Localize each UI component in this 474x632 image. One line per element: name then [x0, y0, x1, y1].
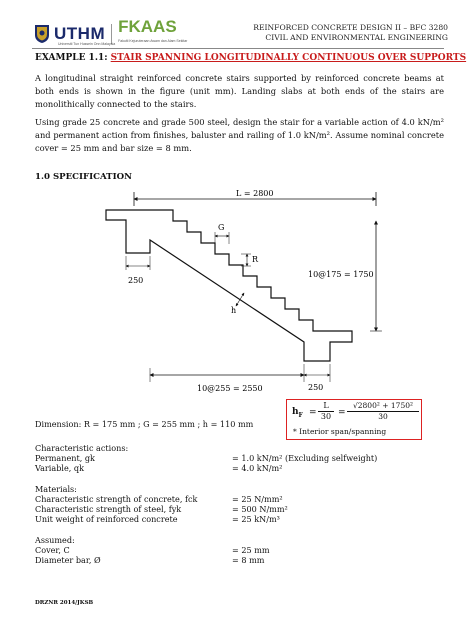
right-support-label: 250 — [308, 383, 324, 392]
problem-paragraph-1: A longitudinal straight reinforced concrete stairs supported by reinforced concrete beams at both ends is shown in the figure (unit mm). Landing slabs at both ends of the stairs are monolithically connected to the stairs. — [35, 73, 444, 109]
assumed-heading: Assumed: — [35, 535, 75, 545]
waist-label: h — [231, 306, 237, 315]
formula-equals-1: = — [309, 408, 317, 418]
uthm-logo-text: UTHM — [54, 24, 106, 43]
variable-value: = 4.0 kN/m² — [232, 463, 283, 473]
left-support-label: 250 — [128, 276, 144, 285]
example-number: EXAMPLE 1.1: — [35, 53, 111, 63]
steel-strength-label: Characteristic strength of steel, fyk — [35, 504, 182, 514]
problem-paragraph-2: Using grade 25 concrete and grade 500 steel, design the stair for a variable action of 4.0 kN/m² and permanent action from finishes, baluster and railing of 1.0 kN/m². Assume nominal concrete cover = 25 mm and bar size = 8 mm. — [35, 117, 444, 153]
fkaas-tagline: Fakulti Kejuruteraan Awam dan Alam Sekitar — [118, 39, 188, 43]
going-label: G — [218, 223, 225, 232]
course-title: REINFORCED CONCRETE DESIGN II – BFC 3280 — [253, 23, 448, 32]
formula-equals-2: = — [338, 408, 346, 418]
fraction-2-numerator: √2800² + 1750² — [352, 401, 414, 410]
going-total-label: 10@255 = 2550 — [197, 384, 263, 393]
concrete-strength-value: = 25 N/mm² — [232, 494, 283, 504]
waist-dimension — [236, 293, 244, 306]
fraction-1-denominator: 30 — [318, 411, 334, 422]
section-heading: 1.0 SPECIFICATION — [35, 172, 132, 182]
fraction-1-numerator: L — [323, 401, 329, 410]
department-title: CIVIL AND ENVIRONMENTAL ENGINEERING — [265, 33, 448, 42]
fraction-2-denominator: 30 — [347, 411, 419, 422]
formula-fraction-1 — [318, 401, 334, 422]
formula-note: * Interior span/spanning — [293, 427, 387, 436]
cover-label: Cover, C — [35, 545, 70, 555]
char-actions-heading: Characteristic actions: — [35, 443, 129, 453]
concrete-strength-label: Characteristic strength of concrete, fck — [35, 494, 198, 504]
unit-weight-label: Unit weight of reinforced concrete — [35, 514, 178, 524]
dimension-statement: Dimension: R = 175 mm ; G = 255 mm ; h = 110 mm — [35, 419, 254, 429]
formula-symbol: h — [292, 407, 299, 417]
uthm-tagline: Universiti Tun Hussein Onn Malaysia — [58, 42, 116, 46]
formula-box — [286, 399, 422, 440]
unit-weight-value: = 25 kN/m³ — [232, 514, 280, 524]
formula-subscript: F — [298, 411, 303, 419]
fkaas-logo-text: FKAAS — [118, 17, 177, 36]
permanent-value: = 1.0 kN/m² (Excluding selfweight) — [232, 453, 378, 463]
formula-fraction-2 — [347, 401, 419, 422]
bar-diameter-label: Diameter bar, Ø — [35, 555, 101, 565]
cover-value: = 25 mm — [232, 545, 270, 555]
variable-label: Variable, qk — [35, 463, 85, 473]
example-name: STAIR SPANNING LONGITUDINALLY CONTINUOUS OVER SUPPORTS — [110, 53, 467, 63]
span-label: L = 2800 — [236, 189, 274, 198]
formula-lhs — [292, 407, 303, 419]
steel-strength-value: = 500 N/mm² — [232, 504, 288, 514]
riser-label: R — [252, 255, 259, 264]
footer-reference: DRZNR 2014/JKSB — [35, 600, 94, 606]
bar-diameter-value: = 8 mm — [232, 555, 265, 565]
permanent-label: Permanent, gk — [35, 453, 95, 463]
materials-heading: Materials: — [35, 484, 77, 494]
rise-label: 10@175 = 1750 — [308, 270, 374, 279]
